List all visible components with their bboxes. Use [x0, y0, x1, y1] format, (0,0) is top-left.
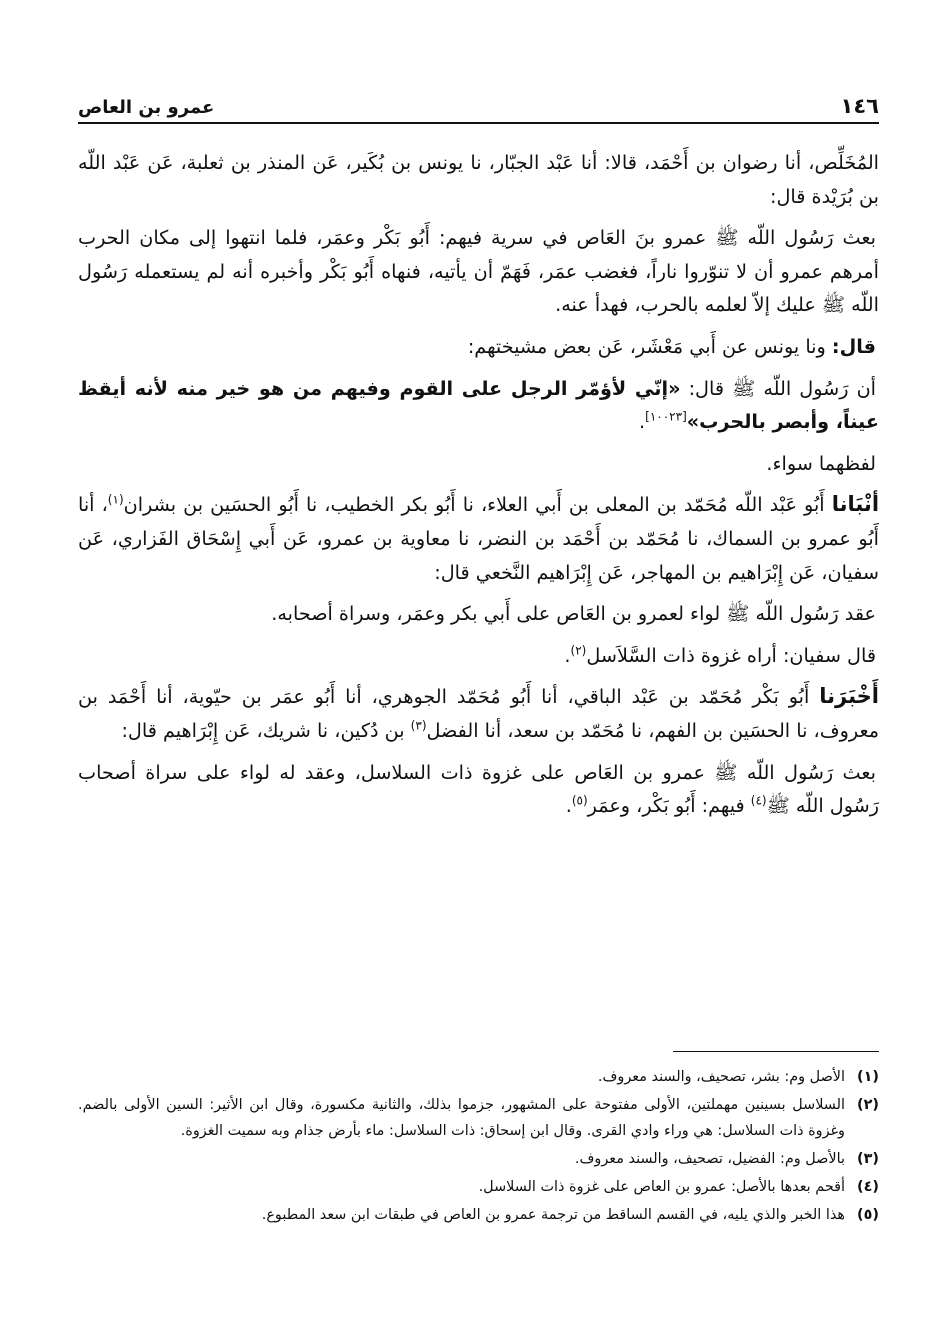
footnote [78, 1202, 879, 1228]
footnote-text: هذا الخبر والذي يليه، في القسم الساقط من ترجمة عمرو بن العاص في طبقات ابن سعد المطبوع. [261, 1207, 845, 1223]
paragraph-10-end: . [565, 794, 572, 818]
main-text [78, 146, 879, 831]
paragraph-9 [78, 680, 879, 747]
footnote-ref-5: (٥) [571, 793, 588, 808]
paragraph-6-text-b: ، أنا أَبُو عمرو بن السماك، نا مُحَمّد بن أَحْمَد بن النضر، نا معاوية بن عمرو، عَن أَبي إِسْحَاق الفَزاري، عَن سفيان، عَن إِبْرَاهيم بن المهاجر، عَن إِبْرَاهيم النَّخعي قال: [78, 493, 879, 584]
footnote-ref-4: (٤) [750, 793, 767, 808]
paragraph-10-text-a: بعث رَسُول اللّه ﷺ عمرو بن العَاص على غزوة ذات السلاسل، وعقد له لواء على سراة أصحاب رَسُول اللّه ﷺ [78, 760, 879, 818]
footnote-text: بالأصل وم: الفضيل، تصحيف، والسند معروف. [574, 1151, 845, 1167]
footnote-ref-3: (٣) [410, 718, 427, 733]
footnote [78, 1174, 879, 1200]
footnote-text: الأصل وم: بشر، تصحيف، والسند معروف. [597, 1069, 845, 1085]
book-page [78, 0, 879, 1343]
paragraph-6-lead: أنْبَانا [831, 492, 880, 517]
paragraph-2: بعث رَسُول اللّه ﷺ عمرو بنَ العَاص في سرية فيهم: أَبُو بَكْر وعمَر، فلما انتهوا إلى مكان الحرب أمرهم عمرو أن لا تنوّروا ناراً، فغضب عمَر، فَهَمّ أن يأتيه، فنهاه أَبُو بَكْر وأخبره أنه لم يستعمله رَسُول اللّه ﷺ عليك إلاّ لعلمه بالحرب، فهدأ عنه. [78, 226, 879, 317]
footnote [78, 1064, 879, 1090]
paragraph-5: لفظهما سواء. [766, 451, 876, 475]
paragraph-10 [78, 756, 879, 823]
footnote-text: أقحم بعدها بالأصل: عمرو بن العاص على غزوة ذات السلاسل. [478, 1179, 845, 1195]
paragraph-4-end: . [639, 410, 646, 434]
hadith-quote: «إنّي لأؤمّر الرجل على القوم وفيهم من هو خير منه لأنه أيقظ عيناً، وأبصر بالحرب» [78, 376, 879, 434]
paragraph-6-text-a: أَبُو عَبْد اللّه مُحَمّد بن المعلى بن أَبي العلاء، نا أَبُو بكر الخطيب، نا أَبُو الحسَين بن بشران [123, 493, 832, 517]
footnote-number: (١) [857, 1069, 879, 1085]
footnotes [78, 1064, 879, 1230]
hadith-number: [١٠٠٢٣] [645, 409, 687, 424]
paragraph-3 [78, 330, 879, 364]
footnote-number: (٤) [857, 1179, 879, 1195]
paragraph-10-text-b: فيهم: أَبُو بَكْر، وعمَر [587, 794, 751, 818]
footnote-divider [673, 1051, 879, 1052]
page-header [78, 88, 879, 124]
paragraph-8 [78, 639, 879, 673]
footnote [78, 1092, 879, 1144]
paragraph-4-text: أن رَسُول اللّه ﷺ قال: [680, 376, 876, 400]
paragraph-8-end: . [564, 643, 571, 667]
paragraph-1: المُخَلِّص، أنا رضوان بن أَحْمَد، قالا: أنا عَبْد الجبّار، نا يونس بن بُكَير، عَن المنذر بن ثعلبة، عَن عَبْد اللّه بن بُرَيْدة قال: [78, 151, 879, 208]
paragraph-7: عقد رَسُول اللّه ﷺ لواء لعمرو بن العَاص على أَبي بكر وعمَر، وسراة أصحابه. [271, 602, 876, 626]
footnote-ref-2: (٢) [570, 643, 587, 658]
paragraph-9-text-b: بن دُكين، نا شريك، عَن إِبْرَاهيم قال: [121, 718, 411, 742]
paragraph-6 [78, 488, 879, 589]
footnote-number: (٥) [857, 1207, 879, 1223]
footnote-number: (٣) [857, 1151, 879, 1167]
footnote [78, 1146, 879, 1172]
footnote-number: (٢) [857, 1097, 879, 1113]
paragraph-8-text: قال سفيان: أراه غزوة ذات السَّلاَسل [586, 643, 876, 667]
paragraph-4 [78, 372, 879, 439]
footnote-ref-1: (١) [107, 492, 124, 507]
footnote-text: السلاسل بسينين مهملتين، الأولى مفتوحة على المشهور، جزموا بذلك، والثانية مكسورة، وقال ابن الأثير: السين الأولى بالضم. وغزوة ذات السلاسل: هي وراء وادي القرى. وقال ابن إسحاق: ذات السلاسل: ماء بأرض جذام وبه سميت الغزوة. [78, 1097, 845, 1139]
paragraph-9-text-a: أَبُو بَكْر مُحَمّد بن عَبْد الباقي، أنا أَبُو مُحَمّد الجوهري، أنا أَبُو عمَر بن حيّوية، أنا أَحْمَد بن معروف، نا الحسَين بن الفهم، نا مُحَمّد بن سعد، أنا الفضل [78, 685, 879, 742]
page-number: ١٤٦ [840, 94, 879, 118]
paragraph-3-lead: قال: [831, 334, 876, 358]
running-title: عمرو بن العاص [78, 97, 215, 118]
paragraph-9-lead: أَخْبَرَنا [819, 684, 879, 709]
paragraph-3-text: ونا يونس عن أَبي مَعْشَر، عَن بعض مشيختهم: [467, 334, 832, 358]
